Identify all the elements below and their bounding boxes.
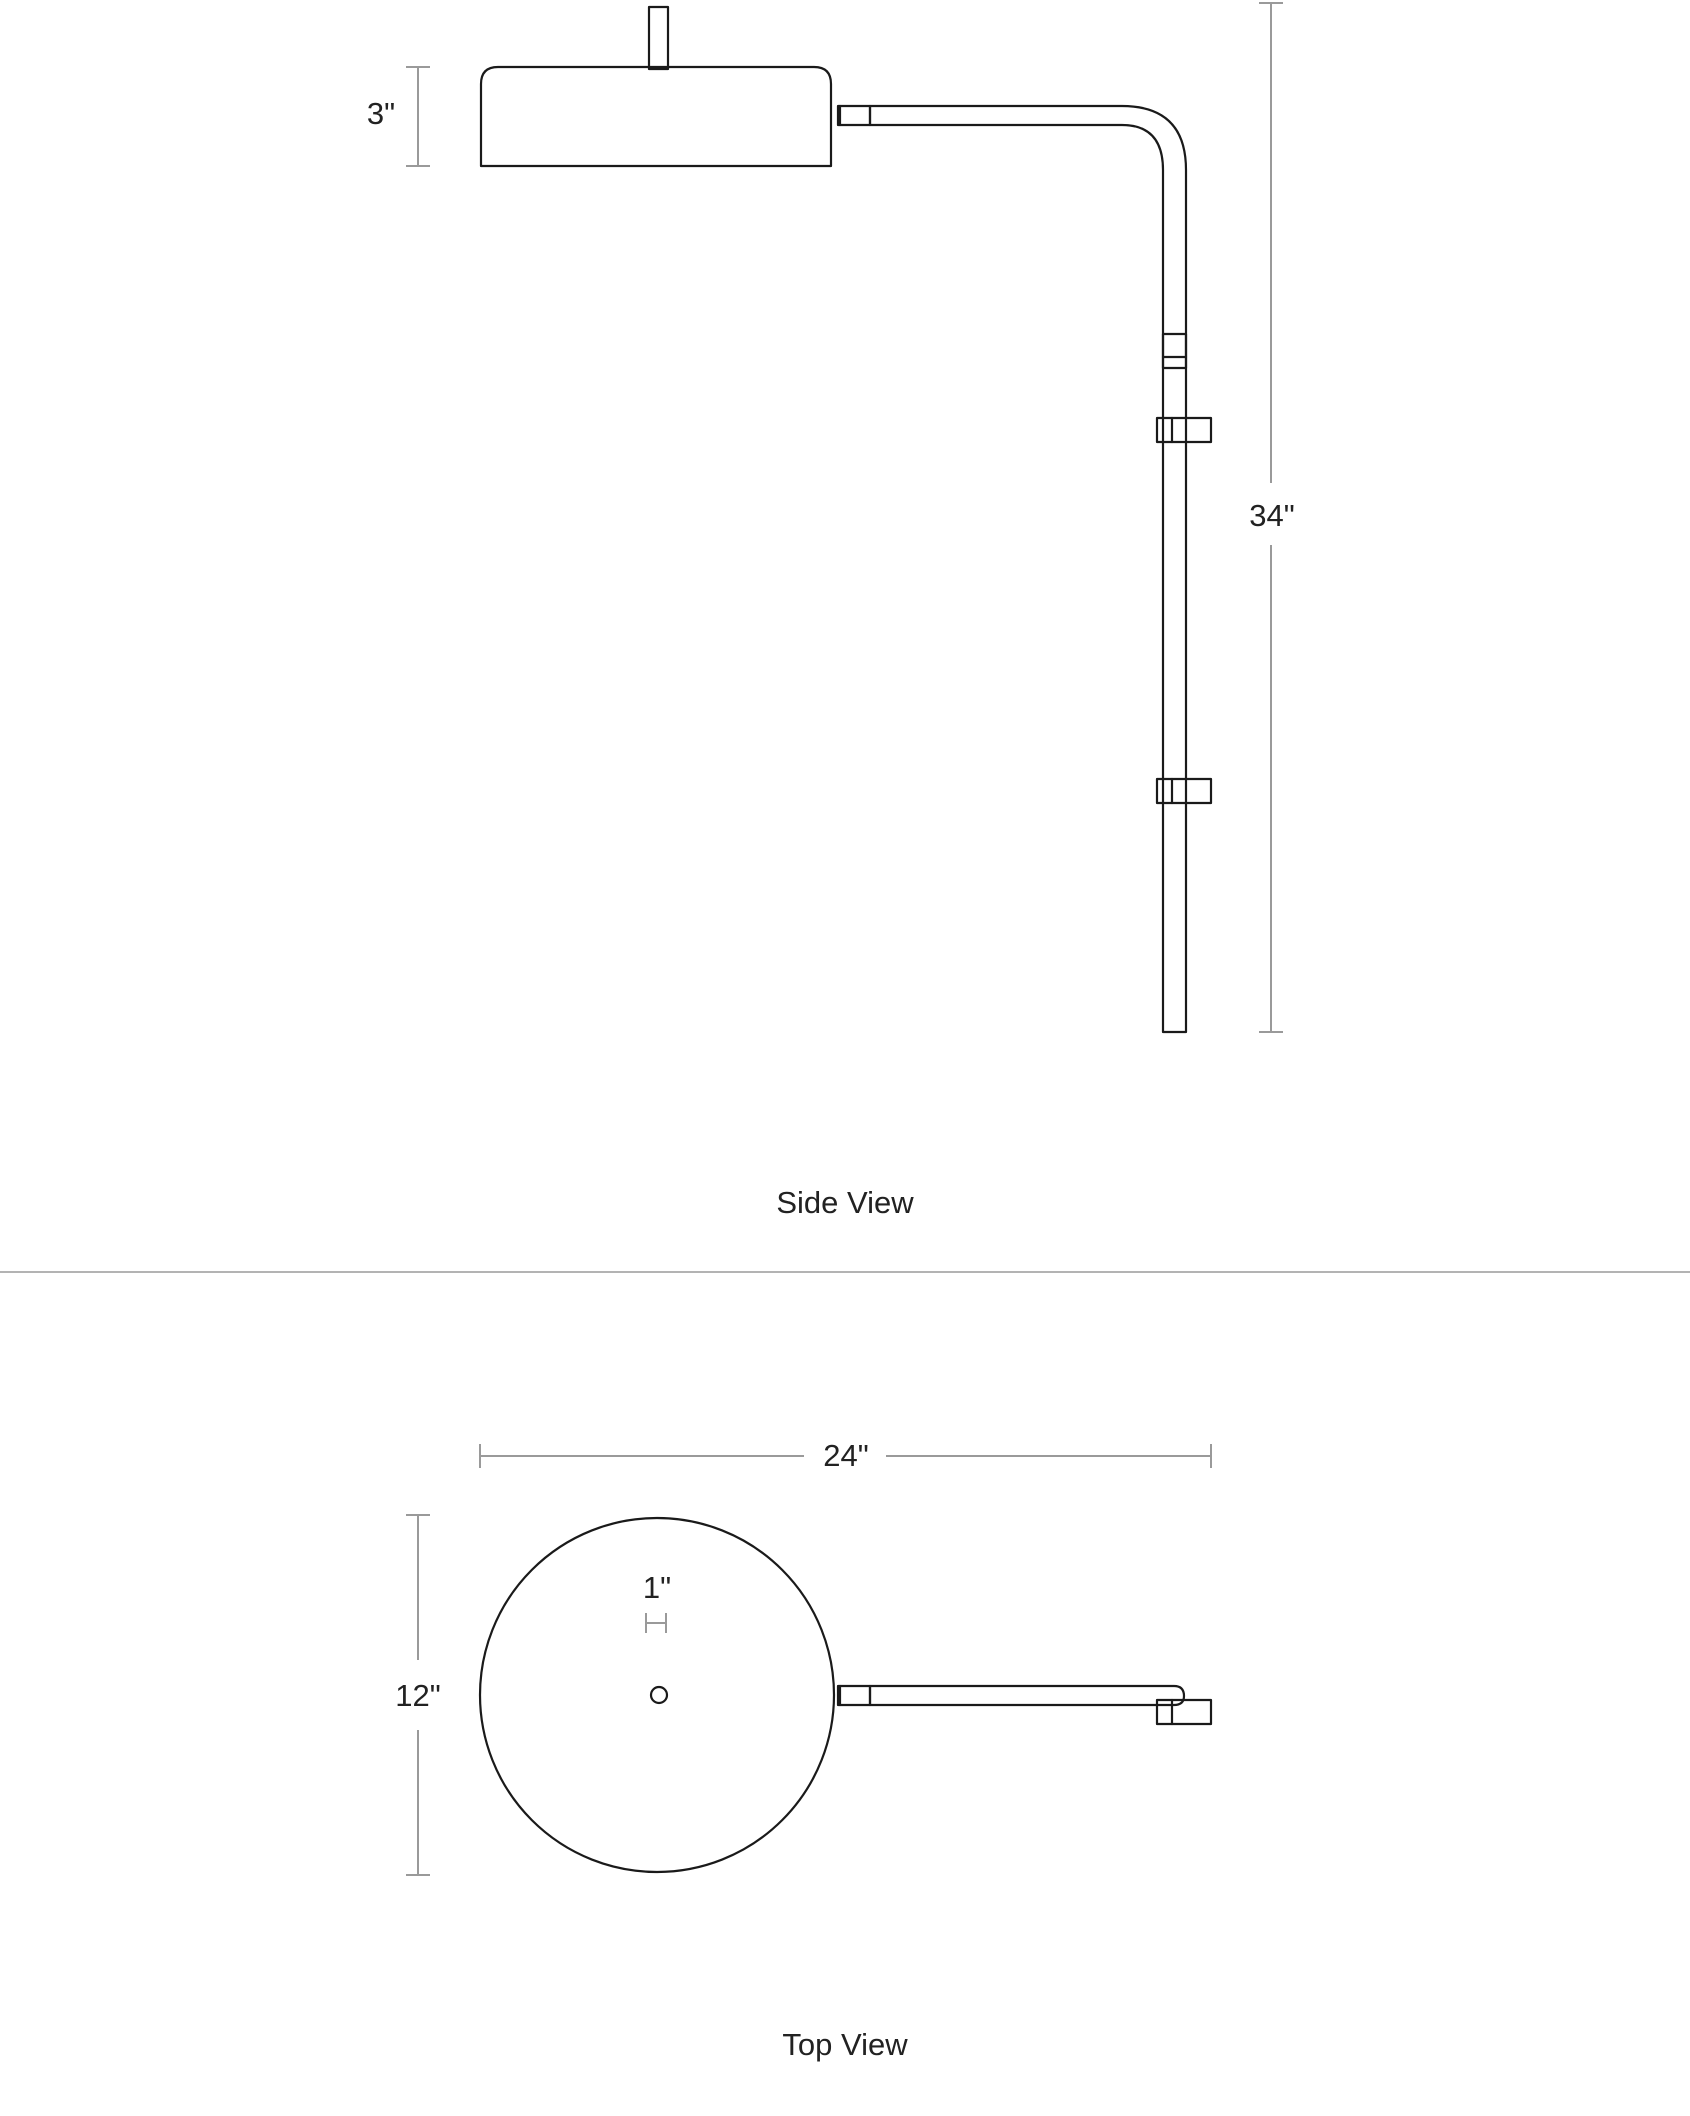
shade-stem bbox=[649, 7, 668, 69]
arm-joint bbox=[1163, 334, 1186, 368]
top-view bbox=[395, 1438, 1211, 2062]
stem-dimension-label: 1" bbox=[642, 1570, 672, 1605]
overall-height-label: 34" bbox=[1249, 498, 1295, 533]
shade-side bbox=[481, 67, 831, 166]
overall-width-label: 24" bbox=[823, 1438, 869, 1473]
arm-tube-top bbox=[870, 1686, 1184, 1705]
arm-connector-top bbox=[838, 1686, 870, 1705]
arm-tube bbox=[870, 106, 1186, 1032]
shade-diameter-dimension bbox=[395, 1515, 441, 1875]
shade-height-dimension bbox=[367, 67, 430, 166]
stem-dimension bbox=[643, 1570, 671, 1633]
shade-height-label: 3" bbox=[366, 96, 396, 131]
arm-connector bbox=[838, 106, 870, 125]
side-view-label: Side View bbox=[776, 1185, 914, 1220]
wall-clip-upper bbox=[1157, 418, 1211, 442]
wall-clip-top bbox=[1157, 1700, 1211, 1724]
wall-clip-lower bbox=[1157, 779, 1211, 803]
shade-diameter-label: 12" bbox=[395, 1678, 441, 1713]
top-view-label: Top View bbox=[782, 2027, 908, 2062]
side-view bbox=[367, 3, 1295, 1220]
stem-top bbox=[651, 1687, 667, 1703]
overall-width-dimension bbox=[480, 1438, 1211, 1473]
overall-height-dimension bbox=[1249, 3, 1295, 1032]
